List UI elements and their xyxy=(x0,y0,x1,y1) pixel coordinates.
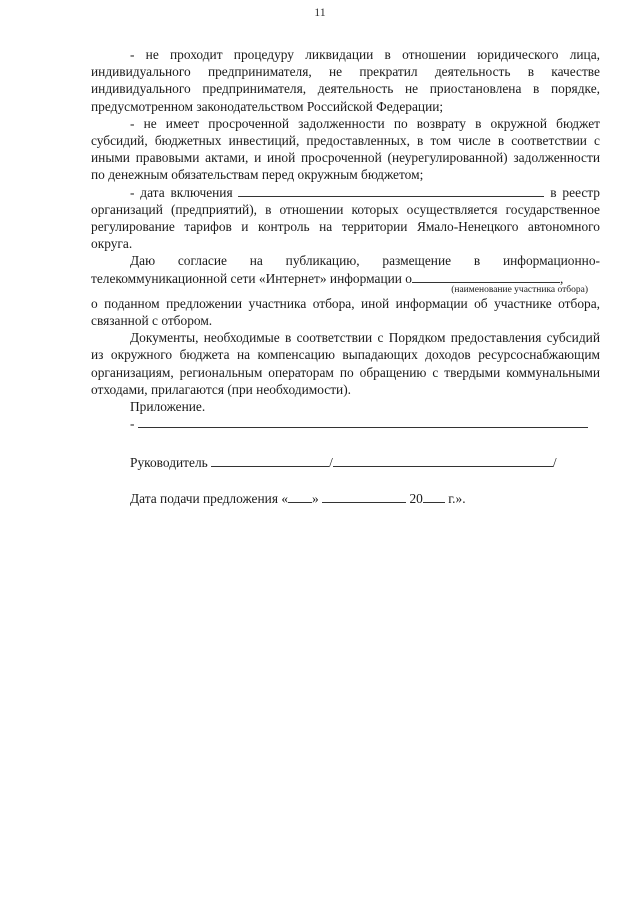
signature-slash-1: / xyxy=(329,455,333,471)
signature-row xyxy=(130,454,600,471)
consent-comma: , xyxy=(559,270,564,286)
participant-name-field[interactable] xyxy=(412,270,560,283)
date-year-suffix: г.». xyxy=(448,490,466,506)
consent-continuation: о поданном предложении участника отбора, иной информации об участнике отбора, связанной с отбором. xyxy=(91,295,600,329)
submission-date-row xyxy=(130,490,600,507)
documents-paragraph: Документы, необходимые в соответствии с Порядком предоставления субсидий из окружного бюджета на компенсацию выпадающих доходов ресурсоснабжающим организациям, региональным операторам по обращению с твердыми коммунальными отходами, прилагаются (при необходимости). xyxy=(91,330,600,397)
date-day-field[interactable] xyxy=(288,490,312,503)
inclusion-suffix: в реестр xyxy=(550,184,601,200)
attachment-line xyxy=(130,415,600,432)
signature-name-field[interactable] xyxy=(333,454,553,467)
consent-paragraph xyxy=(91,252,600,286)
attachment-dash: - xyxy=(130,416,135,432)
signature-label: Руководитель xyxy=(130,455,208,471)
signature-slash-2: / xyxy=(552,455,557,471)
date-label: Дата подачи предложения « xyxy=(130,490,289,506)
document-body xyxy=(91,46,600,507)
date-year-field[interactable] xyxy=(423,490,445,503)
participant-name-caption: (наименование участника отбора) xyxy=(451,284,588,295)
attachment-label: Приложение. xyxy=(130,399,206,415)
inclusion-rest: организаций (предприятий), в отношении которых осуществляется государственное регулирование тарифов и контроль на территории Ямало-Ненецкого автономного округа. xyxy=(91,201,600,252)
page-number: 11 xyxy=(314,5,326,19)
attachment-field[interactable] xyxy=(138,415,588,428)
inclusion-date-paragraph xyxy=(91,184,600,253)
date-quote-close: » xyxy=(312,490,319,506)
inclusion-date-field[interactable] xyxy=(238,184,544,197)
date-year-prefix: 20 xyxy=(409,490,423,506)
requirement-no-debt: - не имеет просроченной задолженности по возврату в окружной бюджет субсидий, бюджетных инвестиций, предоставленных, в том числе в соответствии с иными правовыми актами, и иной просроченной (неурегулированной) задолженности по денежным обязательствам перед окружным бюджетом; xyxy=(91,115,600,183)
inclusion-prefix: - дата включения xyxy=(130,184,233,200)
date-month-field[interactable] xyxy=(322,490,406,503)
consent-text: Даю согласие на публикацию, размещение в информационно-телекоммуникационной сети «Интернет» информации о xyxy=(91,253,600,286)
signature-field[interactable] xyxy=(211,454,329,467)
requirement-no-liquidation: - не проходит процедуру ликвидации в отношении юридического лица, индивидуального предпринимателя, не прекратил деятельность в качестве индивидуального предпринимателя, деятельность не приостановлена в порядке, предусмотренном законодательством Российской Федерации; xyxy=(91,47,600,114)
